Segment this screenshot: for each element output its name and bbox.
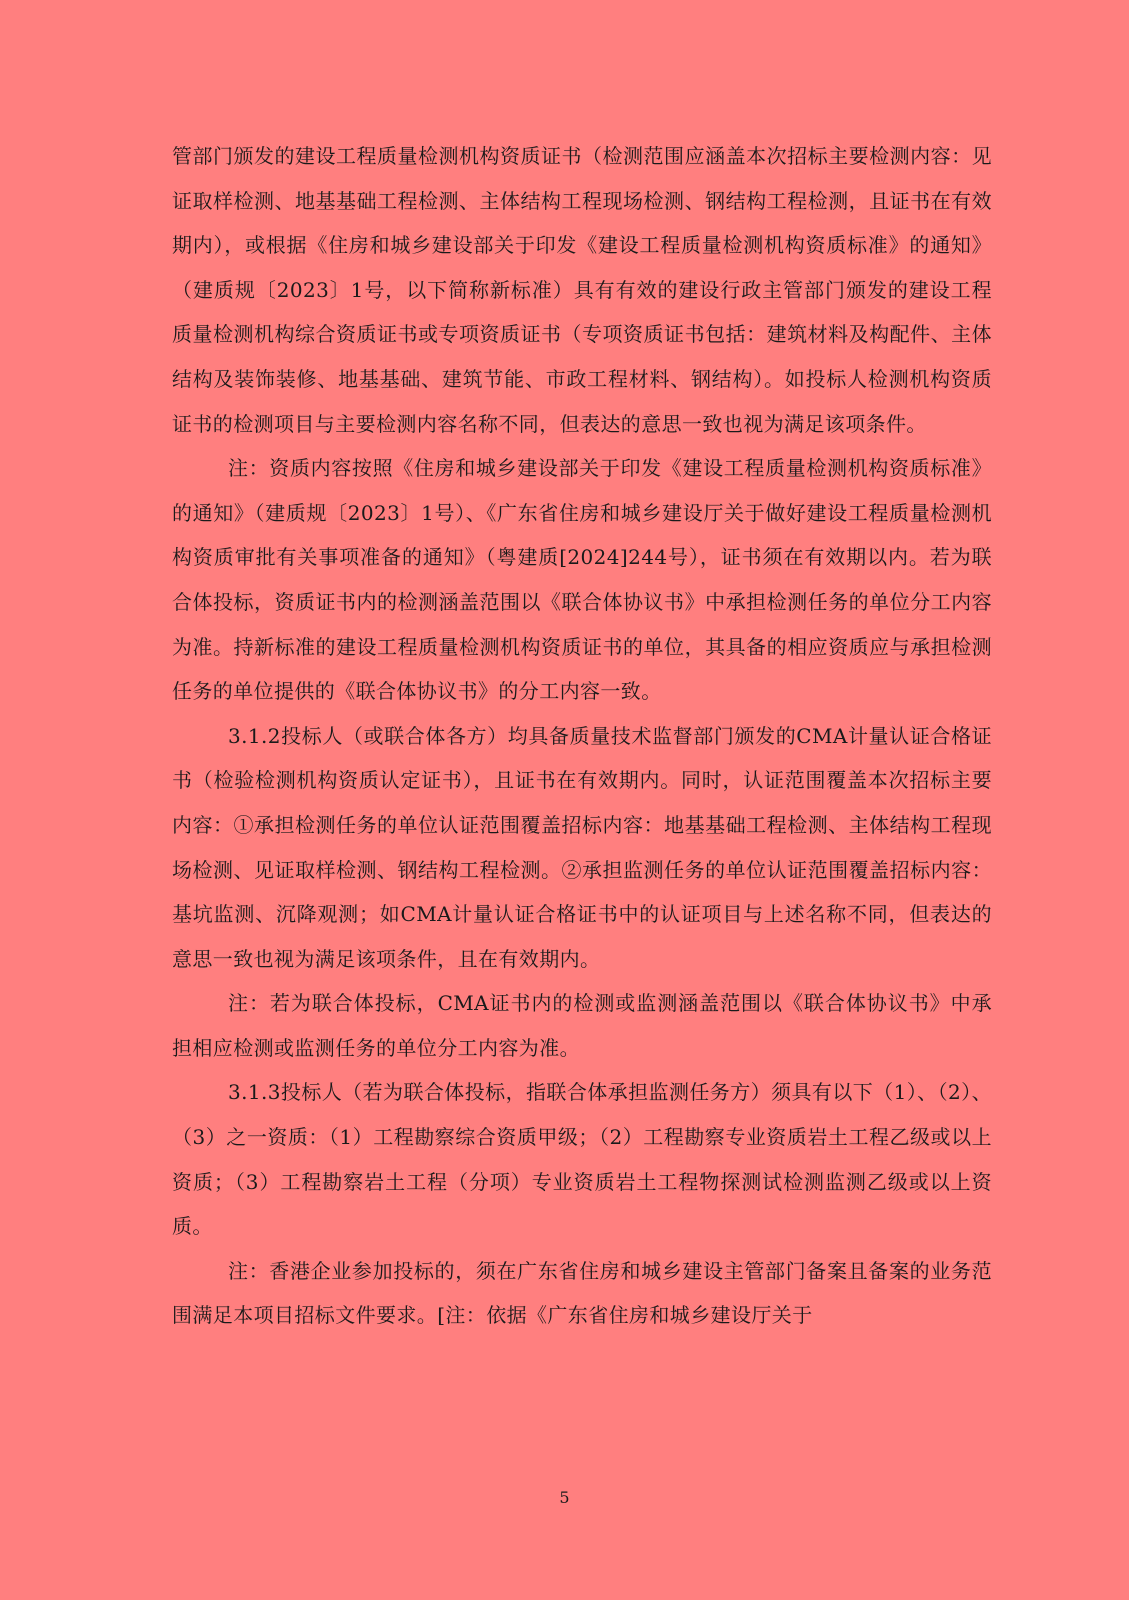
paragraph-3-1-3: 3.1.3投标人（若为联合体投标，指联合体承担监测任务方）须具有以下（1）、（2）、（3）之一资质：（1）工程勘察综合资质甲级；（2）工程勘察专业资质岩土工程乙级或以上资质；（3）工程勘察岩土工程（分项）专业资质岩土工程物探测试检测监测乙级或以上资质。 bbox=[172, 1080, 992, 1239]
paragraph-note-cma: 注：若为联合体投标，CMA证书内的检测或监测涵盖范围以《联合体协议书》中承担相应检测或监测任务的单位分工内容为准。 bbox=[172, 991, 992, 1060]
paragraph-qualification-continued: 管部门颁发的建设工程质量检测机构资质证书（检测范围应涵盖本次招标主要检测内容：见证取样检测、地基基础工程检测、主体结构工程现场检测、钢结构工程检测，且证书在有效期内），或根据《住房和城乡建设部关于印发《建设工程质量检测机构资质标准》的通知》（建质规〔2023〕1号，以下简称新标准）具有有效的建设行政主管部门颁发的建设工程质量检测机构综合资质证书或专项资质证书（专项资质证书包括：建筑材料及构配件、主体结构及装饰装修、地基基础、建筑节能、市政工程材料、钢结构）。如投标人检测机构资质证书的检测项目与主要检测内容名称不同，但表达的意思一致也视为满足该项条件。 bbox=[172, 144, 992, 436]
paragraph-3-1-2: 3.1.2投标人（或联合体各方）均具备质量技术监督部门颁发的CMA计量认证合格证书（检验检测机构资质认定证书），且证书在有效期内。同时，认证范围覆盖本次招标主要内容：①承担检测任务的单位认证范围覆盖招标内容：地基基础工程检测、主体结构工程现场检测、见证取样检测、钢结构工程检测。②承担监测任务的单位认证范围覆盖招标内容：基坑监测、沉降观测；如CMA计量认证合格证书中的认证项目与上述名称不同，但表达的意思一致也视为满足该项条件，且在有效期内。 bbox=[172, 723, 992, 971]
paragraph-note-qualification: 注：资质内容按照《住房和城乡建设部关于印发《建设工程质量检测机构资质标准》的通知》（建质规〔2023〕1号）、《广东省住房和城乡建设厅关于做好建设工程质量检测机构资质审批有关事项准备的通知》（粤建质[2024]244号），证书须在有效期以内。若为联合体投标，资质证书内的检测涵盖范围以《联合体协议书》中承担检测任务的单位分工内容为准。持新标准的建设工程质量检测机构资质证书的单位，其具备的相应资质应与承担检测任务的单位提供的《联合体协议书》的分工内容一致。 bbox=[172, 456, 992, 704]
paragraph-note-hongkong: 注：香港企业参加投标的，须在广东省住房和城乡建设主管部门备案且备案的业务范围满足本项目招标文件要求。[注：依据《广东省住房和城乡建设厅关于 bbox=[172, 1258, 992, 1328]
document-body bbox=[172, 134, 992, 1338]
page-number: 5 bbox=[559, 1488, 570, 1507]
